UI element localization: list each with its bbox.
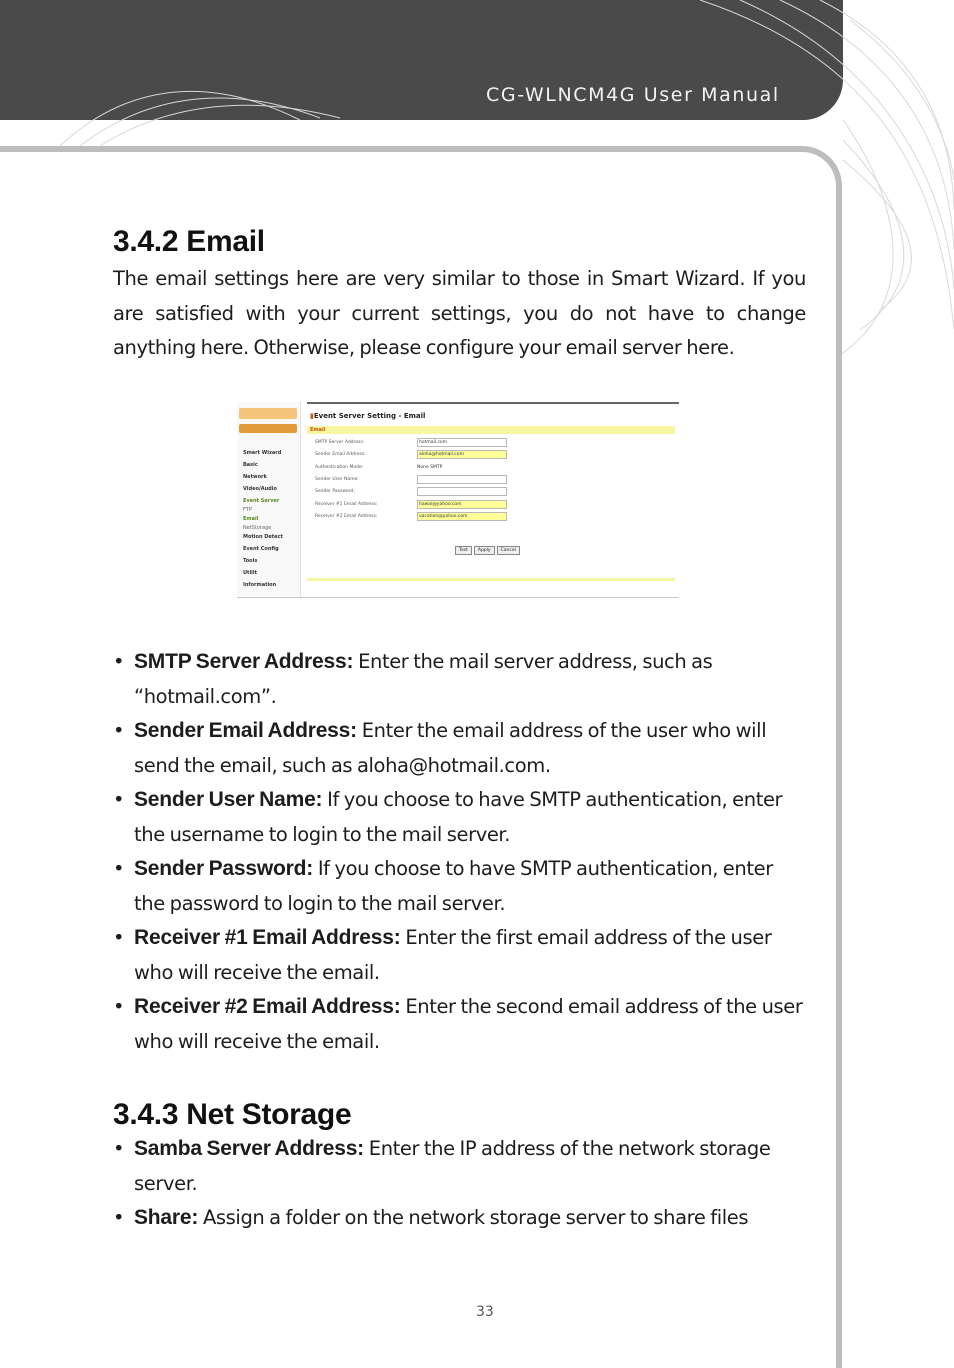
screenshot-field-label: Authentication Mode:: [315, 464, 364, 470]
screenshot-nav-item: Email: [243, 516, 259, 522]
screenshot-nav-item: Utilit: [243, 570, 257, 576]
screenshot-form-row: [315, 463, 675, 475]
screenshot-title-text: Event Server Setting - Email: [313, 412, 426, 420]
screenshot-field-label: Receiver #1 Email Address:: [315, 501, 378, 507]
screenshot-sidebar: [237, 402, 301, 598]
screenshot-form-row: [315, 475, 675, 487]
screenshot-field-label: Sender Password:: [315, 489, 355, 495]
screenshot-section-band: [307, 426, 675, 434]
list-item-desc: If you choose to have SMTP authentication, enter the username to login to the mail server.: [134, 788, 783, 846]
screenshot-field-label: SMTP Server Address:: [315, 440, 365, 445]
section-heading-email: 3.4.2 Email: [113, 225, 265, 258]
bullet-dot: •: [113, 719, 125, 742]
screenshot-form-row: [315, 487, 675, 499]
screenshot-nav-item: FTP: [243, 507, 252, 513]
screenshot-nav-item: NetStorage: [243, 525, 272, 531]
list-item-desc: If you choose to have SMTP authentication, enter the password to login to the mail server.: [134, 857, 773, 915]
screenshot-button: Test: [455, 546, 472, 555]
page-content: [113, 224, 806, 366]
screenshot-field-input: [417, 487, 507, 496]
list-item: [113, 990, 806, 1059]
list-item-term: SMTP Server Address:: [134, 650, 354, 673]
screenshot-button: Apply: [474, 546, 495, 555]
screenshot-logo-bar: [239, 424, 297, 433]
screenshot-auth-radio: None SMTP: [417, 464, 443, 470]
screenshot-title: ▮Event Server Setting - Email: [310, 412, 426, 420]
bullet-dot: •: [113, 857, 125, 880]
screenshot-field-label: Sender Email Address:: [315, 452, 366, 458]
screenshot-nav: [243, 447, 299, 591]
screenshot-band-label: Email: [310, 427, 326, 433]
list-item-desc: Enter the mail server address, such as “hotmail.com”.: [134, 650, 713, 708]
list-item-term: Sender User Name:: [134, 788, 323, 811]
screenshot-form-row: [315, 438, 675, 450]
screenshot-nav-item: Smart Wizard: [243, 450, 282, 456]
section-heading-net-storage: 3.4.3 Net Storage: [113, 1098, 352, 1131]
screenshot-form-row: [315, 500, 675, 512]
screenshot-button: Cancel: [497, 546, 520, 555]
page-number: 33: [476, 1304, 494, 1320]
email-intro-paragraph: The email settings here are very similar to those in Smart Wizard. If you are satisfied with your current settings, you do not have to change anything here. Otherwise, please configure your email server here.: [113, 267, 806, 359]
list-item-desc: Enter the second email address of the user who will receive the email.: [134, 995, 803, 1053]
screenshot-field-input: hotmail.com: [417, 438, 507, 447]
screenshot-nav-item: Tools: [243, 558, 258, 564]
list-item: [113, 645, 806, 714]
list-item-term: Receiver #1 Email Address:: [134, 926, 401, 949]
screenshot-nav-item: Motion Detect: [243, 534, 283, 540]
screenshot-nav-item: Information: [243, 582, 277, 588]
screenshot-field-label: Receiver #2 Email Address:: [315, 513, 378, 519]
list-item: [113, 921, 806, 990]
screenshot-nav-item: Video/Audio: [243, 486, 277, 492]
bullet-dot: •: [113, 1137, 125, 1160]
bullet-dot: •: [113, 1206, 125, 1229]
screenshot-form-row: [315, 450, 675, 462]
screenshot-field-input: aloha@hotmail.com: [417, 450, 507, 459]
bullet-dot: •: [113, 995, 125, 1018]
screenshot-field-input: vacation@yahoo.com: [417, 512, 507, 521]
email-field-list: [113, 645, 806, 1059]
list-item: [113, 1132, 806, 1201]
screenshot-buttons: [455, 536, 522, 555]
list-item-term: Share:: [134, 1206, 199, 1229]
screenshot-form-row: [315, 512, 675, 524]
list-item: [113, 714, 806, 783]
screenshot-field-input: hawai@yahoo.com: [417, 500, 507, 509]
bullet-dot: •: [113, 788, 125, 811]
list-item-desc: Assign a folder on the network storage server to share files: [198, 1206, 749, 1229]
screenshot-field-label: Sender User Name:: [315, 476, 359, 482]
header-title: CG-WLNCM4G User Manual: [486, 84, 780, 106]
screenshot-logo: [239, 408, 297, 419]
bullet-dot: •: [113, 926, 125, 949]
screenshot-field-input: [417, 475, 507, 484]
list-item-desc: Enter the email address of the user who will send the email, such as aloha@hotmail.com.: [134, 719, 767, 777]
screenshot-top-rule: [307, 402, 679, 404]
list-item-term: Sender Password:: [134, 857, 314, 880]
list-item-desc: Enter the IP address of the network storage server.: [134, 1137, 771, 1195]
list-item-term: Receiver #2 Email Address:: [134, 995, 401, 1018]
bullet-dot: •: [113, 650, 125, 673]
screenshot-nav-item: Network: [243, 474, 267, 480]
screenshot-bottom-band: [307, 578, 675, 581]
list-item-desc: Enter the first email address of the user who will receive the email.: [134, 926, 772, 984]
screenshot-nav-item: Basic: [243, 462, 258, 468]
list-item-term: Sender Email Address:: [134, 719, 357, 742]
list-item: [113, 852, 806, 921]
screenshot-main: [307, 402, 679, 598]
net-storage-field-list: [113, 1132, 806, 1236]
email-settings-screenshot: [237, 402, 679, 598]
list-item: [113, 1201, 806, 1236]
list-item: [113, 783, 806, 852]
screenshot-nav-item: Event Server: [243, 498, 280, 504]
list-item-term: Samba Server Address:: [134, 1137, 364, 1160]
screenshot-nav-item: Event Config: [243, 546, 279, 552]
